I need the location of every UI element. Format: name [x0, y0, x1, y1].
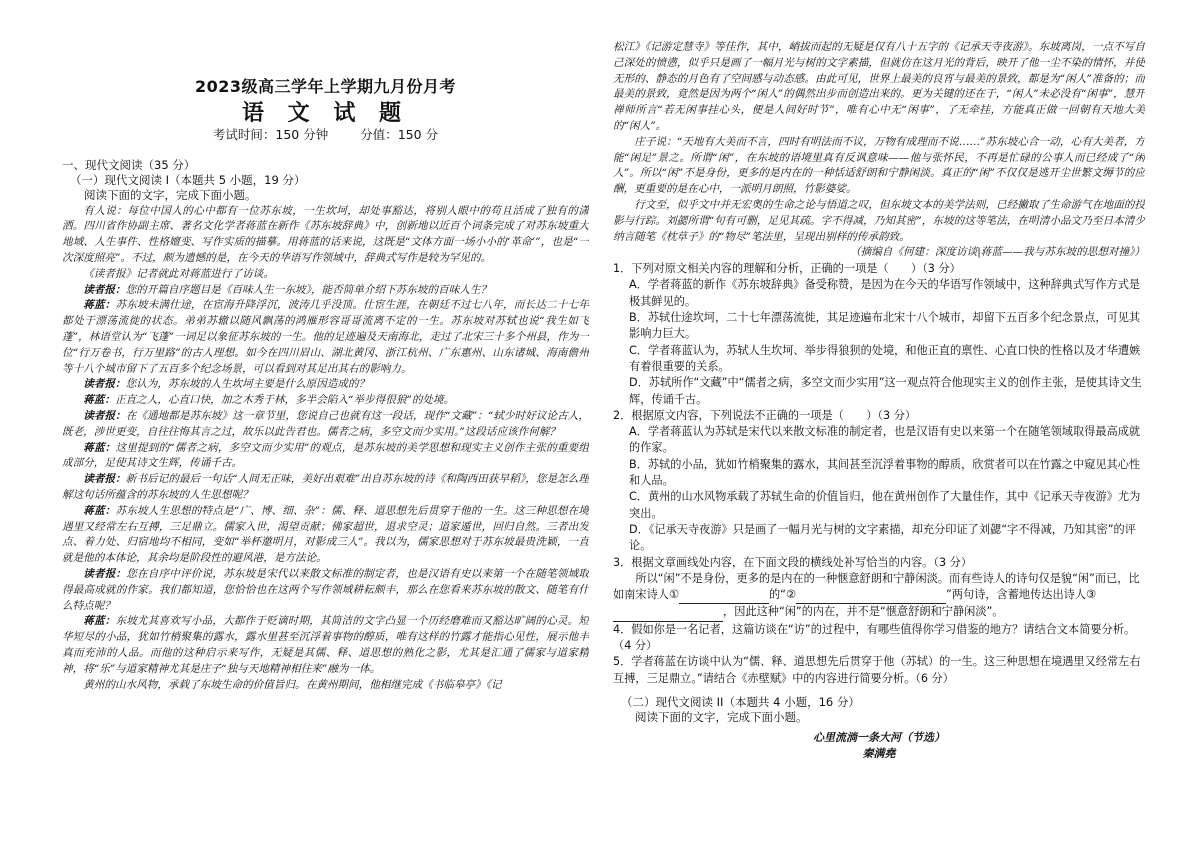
right-column — [613, 0, 1145, 847]
instruction: 阅读下面的文字，完成下面小题。 — [84, 188, 257, 203]
exam-time: 考试时间：150 分钟 — [212, 127, 329, 142]
speaker: 蒋蓝： — [83, 504, 116, 517]
subject-title: 语 文 试 题 — [242, 100, 409, 126]
sub-heading: （二）现代文阅读 II（本题共 4 小题，16 分） — [621, 694, 860, 709]
dialogue-paragraph — [62, 472, 589, 504]
exam-info — [62, 125, 589, 143]
option: B．苏轼的小品，犹如竹梢聚集的露水，其间甚至沉浮着事物的醇质，欣赏者可以在竹露之中窥见其心性和人品。 — [629, 457, 1141, 488]
passage-author: 秦满堯 — [862, 747, 896, 761]
fill-text: 的“② — [768, 588, 796, 602]
option: D．苏轼所作“文藏”中“儒者之病，多空文而少实用”这一观点符合他现实主义的创作主张，是使其诗文生辉，传诵千古。 — [629, 376, 1142, 406]
passage-title: 心里流淌一条大河（节选） — [813, 731, 945, 745]
intro-paragraph: 《读者报》记者就此对蒋蓝进行了访谈。 — [83, 267, 274, 280]
right-flow — [613, 40, 1145, 762]
exam-title: 2023级高三学年上学期九月份月考 — [194, 77, 457, 96]
section-heading: 一、现代文阅读（35 分） — [62, 158, 196, 172]
dialogue-paragraph — [62, 283, 589, 299]
fill-text: ”两句诗，含蓄地传达出诗人③ — [945, 588, 1097, 602]
dialogue-paragraph — [62, 441, 589, 473]
speaker: 蒋蓝： — [83, 394, 115, 407]
speaker: 读者报： — [83, 378, 126, 391]
instruction: 阅读下面的文字，完成下面小题。 — [635, 710, 808, 725]
question-stem: 1．下列对原文相关内容的理解和分析，正确的一项是（ ）（3 分） — [613, 262, 961, 276]
speaker: 读者报： — [83, 567, 127, 580]
dialogue-paragraph — [62, 614, 589, 677]
speaker: 蒋蓝： — [83, 299, 116, 312]
speech: 您的开篇自序题目是《百味人生一东坡》，能否简单介绍下苏东坡的百味人生？ — [125, 283, 492, 296]
fill-text: 所以“闲”不是身份，更多的是内在的一种惬意舒朗和宁静闲淡。而有些诗人的诗句仅是貌“闲”而已，比如南宋诗人① — [613, 571, 1140, 602]
dialogue-paragraph — [62, 409, 589, 441]
option: A．学者蒋蓝的新作《苏东坡辞典》备受称赞，是因为在今天的华语写作领域中，这种辞典式写作方式是极其鲜见的。 — [629, 278, 1141, 308]
exam-score: 分值：150 分 — [360, 127, 439, 142]
speaker: 读者报： — [83, 409, 126, 422]
left-column — [62, 0, 589, 847]
speaker: 读者报： — [83, 283, 126, 296]
speaker: 蒋蓝： — [83, 615, 116, 628]
dialogue-paragraph — [62, 393, 589, 409]
speech: 正直之人，心直口快，加之木秀于林，多半会陷入“举步得很狼”的处境。 — [114, 394, 455, 407]
question-stem: 4．假如你是一名记者，这篇访谈在“访”的过程中，有哪些值得你学习借鉴的地方？请结合文本简要分析。（4 分） — [613, 622, 1136, 652]
speech: 苏东坡人生思想的特点是“广、博、细、杂”：儒、释、道思想先后贯穿于他的一生。这三种思想在境遇里又经常左右互搏，三足鼎立。儒家入世，渴望贡献；佛家超世，退求空灵；道家遁世，回归自然。三者出发点、着力处、归宿地均不相同，变如“举杯邀明月，对影成三人”。我以为，儒家思想对于苏东坡最贵洗颖，一直就是他的本体论，其余均是阶段性的避风港，是方法论。 — [62, 504, 589, 565]
option: C．学者蒋蓝认为，苏轼人生坎坷、举步得狼狈的处境，和他正直的禀性、心直口快的性格以及才华遭嫉有着很重要的关系。 — [629, 343, 1141, 373]
speech: 黄州的山水风物，承载了东坡生命的价值旨归。在黄州期间，他相继完成《书临皋亭》《记 — [83, 678, 502, 691]
source-citation: （摘编自《何建：深度访谈|蒋蓝——我与苏东坡的思想对撞》） — [850, 246, 1145, 259]
sub-heading: （一）现代文阅读 I（本题共 5 小题，19 分） — [70, 173, 306, 188]
option: D．《记承天寺夜游》只是画了一幅月光与树的文字素描，却充分印证了刘勰“字不得减，乃知其密”的评论。 — [629, 522, 1136, 553]
option: A．学者蒋蓝认为苏轼是宋代以来散文标准的制定者，也是汉语有史以来第一个在随笔领域取得最高成就的作家。 — [629, 425, 1141, 455]
fill-text: ，因此这种“闲”的内在，并不是“惬意舒朗和宁静闲淡”。 — [723, 605, 1004, 619]
section2 — [613, 695, 1145, 762]
blank-3[interactable] — [613, 604, 723, 621]
speech: 东坡尤其喜欢写小品，大都作于贬谪时期，其简洁的文字凸显一个历经磨难而又豁达旷阔的心灵。短华短尽的小品，犹如竹梢聚集的露水，露水里甚至沉浮着事物的醇质，唯有这样的竹露才能指心见性，展示他丰真而充沛的人品。而他的这种启示来写作，无疑是其儒、释、道思想的熟化之影，尤其是汇通了儒家与道家精神，将“乐”与道家精神尤其是庄子“独与天地精神相往来”融为一体。 — [62, 615, 589, 675]
question-stem: 2．根据原文内容，下列说法不正确的一项是（ ）（3 分） — [613, 408, 917, 422]
option: C．黄州的山水风物承载了苏轼生命的价值旨归，他在黄州创作了大量佳作，其中《记承天寺夜游》尤为突出。 — [629, 490, 1141, 520]
speech: 新书后记的最后一句话“人间无正味，美好出艰难”出自苏东坡的诗《和陶西田获早稻》，您是怎么理解这句话所蕴含的苏东坡的人生思想呢？ — [62, 473, 589, 501]
passage-paragraph: 庄子说：“天地有大美而不言，四时有明法而不议，万物有成理而不说……”苏东坡心合一动，心有大美者，方能“闲足”景之。所谓“闲”，在东坡的语境里真有反讽意味——他与张怀民，不再是忙碌的公事人而已经成了“闲人”。所以“闲”不是身份，更多的是内在的一种恬适舒朗和宁静闲淡。真正的“闲”不仅仅是逃开尘世繁文缛节的应酬，更重要的是在心中，一派明月朗照，竹影婆娑。 — [613, 135, 1145, 196]
speech: 这里提到的“儒者之病，多空文而少实用”的观点，是苏东坡的美学思想和现实主义创作主张的重要组成部分，足使其诗文生辉，传诵千古。 — [62, 441, 589, 470]
blank-2[interactable] — [796, 587, 946, 604]
blank-1[interactable] — [679, 587, 769, 604]
dialogue-paragraph — [62, 504, 589, 567]
intro-paragraph: 有人说：每位中国人的心中都有一位苏东坡，一生坎坷，却处事豁达，将别人眼中的苟且活成了独有的潇洒。四川省作协副主席、著名文化学者蒋蓝在新作《苏东坡辞典》中，创新地以近百个词条完成了对苏东坡重大地域、人生事件、性格嬗变、写作实质的描摹。用蒋蓝的话来说，这既是“文体方面一场小小的‘革命’”，也是“一次深度照亮”。不过，颇为遗憾的是，在今天的华语写作领域中，辞典式写作是较为罕见的。 — [62, 204, 589, 264]
speaker: 读者报： — [83, 473, 126, 486]
dialogue-paragraph — [62, 377, 589, 393]
section1-flow — [62, 158, 589, 693]
fill-in-passage — [613, 571, 1145, 622]
option: B．苏轼仕途坎坷，二十七年漂荡流徙，其足迹遍布北宋十八个城市，却留下五百多个纪念景点，可见其影响力巨大。 — [629, 311, 1141, 341]
speech: 您在自序中评价说，苏东坡是宋代以来散文标准的制定者，也是汉语有史以来第一个在随笔领域取得最高成就的作家。我们都知道，您恰恰也在这两个写作领域耕耘颇丰，那么在您看来苏东坡的散文、随笔有什么特点呢？ — [62, 567, 589, 612]
question-stem: 5．学者蒋蓝在访谈中认为“儒、释、道思想先后贯穿于他（苏轼）的一生。这三种思想在境遇里又经常左右互搏，三足鼎立。”请结合《赤壁赋》中的内容进行简要分析。（6 分） — [613, 655, 1141, 685]
dialogue-paragraph — [62, 567, 589, 614]
speech: 您认为，苏东坡的人生坎坷主要是什么原因造成的？ — [125, 378, 370, 391]
passage-paragraph: 松江》《记游定慧寺》等佳作，其中，峭拔而起的无疑是仅有八十五字的《记承天寺夜游》。东坡离岗，一点不写自己深处的愤懑，似乎只是画了一幅月光与树的文字素描，但就仿在这月光的背后，映开了他一尘不染的情怀，并使无形的、静态的月色有了空间感与动态感。由此可见，世界上最美的良宵与最美的景致，都是为“闲人”准备的；而最美的景致，竟然是因为两个“闲人”的偶然出步而创造出来的。更为关键的还在于，“闲人”未必没有“闲事”，慧开禅师所言“若无闲事挂心头，便是人间好时节”，唯有心中无“闲事”，了无牵挂，方能真正做一回朝有天地大美的“闲人”。 — [613, 41, 1145, 132]
question-stem: 3．根据文章画线处内容，在下面文段的横线处补写恰当的内容。（3 分） — [613, 555, 973, 569]
dialogue-paragraph — [62, 298, 589, 377]
speech: 苏东坡未满仕途，在宦海升降浮沉，波涛几乎没顶。仕宦生涯，在朝廷不过七八年，而长达二十七年都处于漂荡流徙的状态。弟弟苏辙以随风飘荡的鸿雁形容哥哥流离不定的一生。苏东坡对苏轼也说“我生如飞蓬”，林语堂认为“飞蓬”一词足以象征苏东坡的一生。他的足迹遍及天南海北，走过了北宋三十多个州县，作为一位“行万卷书，行万里路”的古人理想。如今在四川眉山、湖北黄冈、浙江杭州、广东惠州、山东诸城、海南儋州等十八个城市留下了五百多个纪念场景，可以看到对其足出其右的影响力。 — [62, 299, 589, 375]
speech: 在《通地都是苏东坡》这一章节里，您说自己也就有这一段话，现作“文藏”：“轼少时好议论古人，既老，涉世更变，自往往悔其言之过，故乐以此告君也。儒者之病，多空文而少实用。”这段话应该作何解？ — [62, 409, 589, 438]
passage-paragraph: 行文至，似乎文中并无宏奥的生命之论与悟道之叹，但东坡文本的美学法则，已经撇取了生命游气在地面的投影与行踪。刘勰所谓“句有可删，足见其疏。字不得减，乃知其密”，东坡的这等笔法，在明清小品文乃至日本清少纳言随笔《枕草子》的“物尽”笔法里，呈现出别样的传承韵致。 — [613, 198, 1145, 243]
speaker: 蒋蓝： — [83, 441, 116, 454]
dialogue-paragraph — [62, 678, 589, 694]
